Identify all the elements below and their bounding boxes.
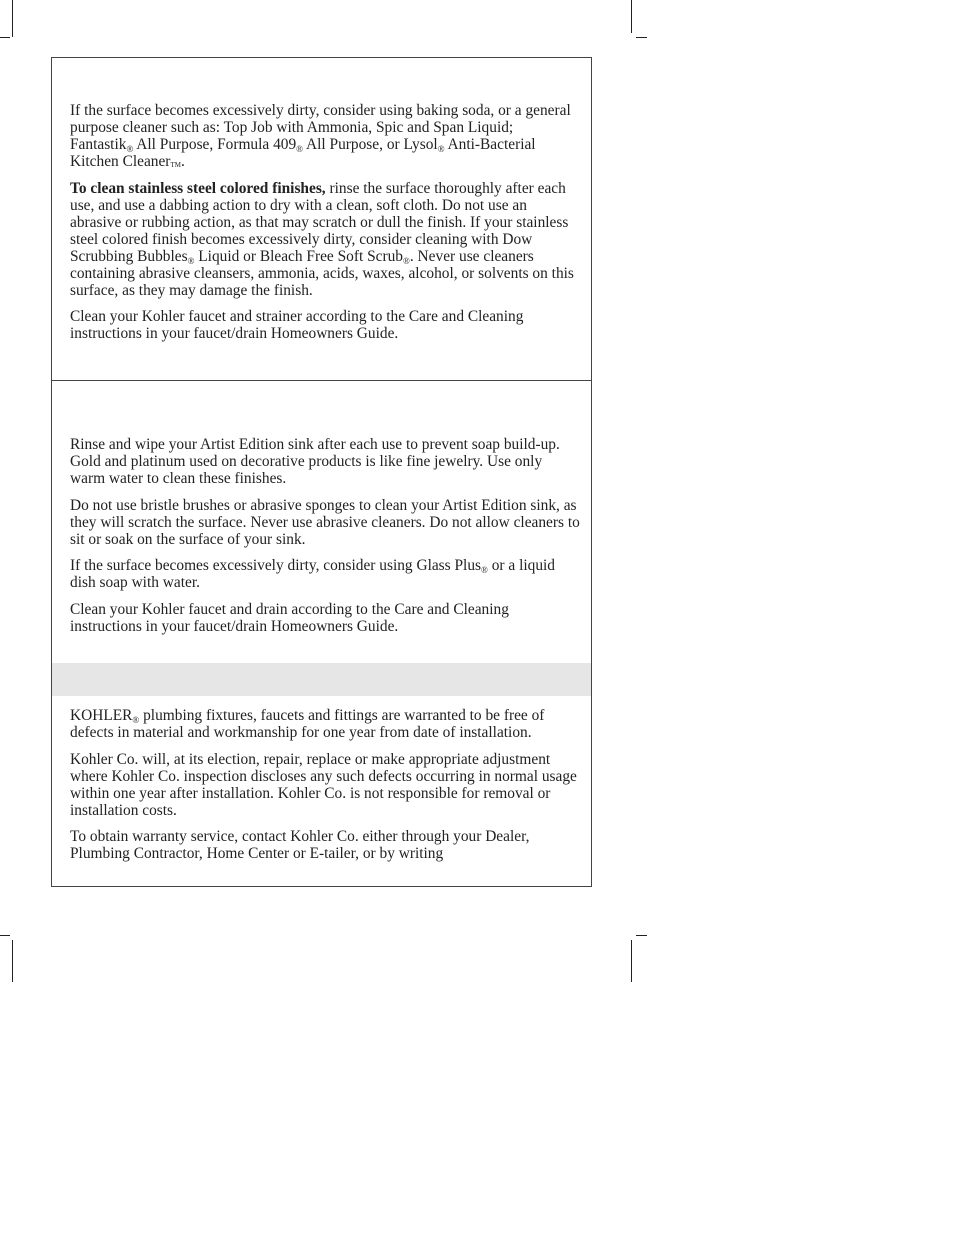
paragraph-faucet-strainer: Clean your Kohler faucet and strainer according to the Care and Cleaning instructions in your faucet/drain Homeowners Guide. [70, 308, 524, 342]
text-run: Liquid or Bleach Free Soft Scrub [194, 247, 404, 265]
crop-mark-bottom-left-vertical [12, 940, 13, 982]
section-cleaning-colored-finishes [52, 58, 591, 380]
crop-mark-top-left-horizontal [0, 37, 10, 38]
text-run: . Never use cleaners containing abrasive cleansers, ammonia, acids, waxes, alcohol, or solvents on this surface, as they may damage the finish. [70, 247, 574, 299]
section-2-text [70, 436, 580, 644]
text-run: Anti-Bacterial Kitchen Cleaner [70, 136, 536, 170]
section-1-text [70, 102, 580, 352]
registered-mark: ® [296, 144, 304, 154]
text-run: If the surface becomes excessively dirty, consider using baking soda, or a general purpose cleaner such as: Top Job with Ammonia, Spic and Span Liquid; Fantastik [70, 102, 571, 153]
section-artist-edition-care [52, 380, 591, 664]
text-run: KOHLER [70, 707, 133, 724]
trademark: TM [170, 161, 181, 169]
text-run: rinse the surface thoroughly after each use, and use a dabbing action to dry with a clean, soft cloth. Do not use an abrasive or rubbing action, as that may scratch or dull the finish. If your stainless steel colored finish becomes excessively dirty, consider cleaning with Dow Scrubbing Bubbles [70, 179, 569, 265]
registered-mark: ® [132, 715, 140, 725]
warranty-heading-band [52, 663, 591, 696]
crop-mark-bottom-right-horizontal [636, 935, 647, 936]
paragraph-glass-plus [70, 557, 580, 591]
section-3-text [70, 707, 580, 872]
text-run: If the surface becomes excessively dirty, consider using Glass Plus [70, 557, 482, 574]
text-run: All Purpose, Formula 409 [133, 136, 297, 153]
bold-lead-in: To clean stainless steel colored finishes, [70, 179, 326, 197]
crop-mark-top-right-horizontal [636, 37, 647, 38]
registered-mark: ® [437, 144, 445, 154]
crop-mark-bottom-left-horizontal [0, 935, 10, 936]
crop-mark-top-left-vertical [12, 0, 13, 37]
text-run: plumbing fixtures, faucets and fittings are warranted to be free of defects in material and workmanship for one year from date of installation. [70, 707, 545, 741]
registered-mark: ® [187, 255, 195, 266]
registered-mark: ® [126, 144, 134, 154]
paragraph-rinse-wipe: Rinse and wipe your Artist Edition sink after each use to prevent soap build-up. Gold and platinum used on decorative products is like fine jewelry. Use only warm water to clean these finishes. [70, 436, 560, 487]
text-run: . [180, 153, 185, 170]
paragraph-faucet-drain: Clean your Kohler faucet and drain according to the Care and Cleaning instructions in your faucet/drain Homeowners Guide. [70, 600, 509, 635]
text-run: All Purpose, or Lysol [303, 136, 438, 153]
section-warranty [52, 696, 591, 886]
crop-mark-top-right-vertical [631, 0, 632, 33]
text-run: or a liquid dish soap with water. [70, 557, 555, 591]
paragraph-warranty-service: To obtain warranty service, contact Kohler Co. either through your Dealer, Plumbing Contractor, Home Center or E-tailer, or by writing [70, 828, 530, 862]
paragraph-warranty-coverage [70, 707, 580, 741]
paragraph-warranty-remedy: Kohler Co. will, at its election, repair, replace or make appropriate adjustment where Kohler Co. inspection discloses any such defects occurring in normal usage within one year after installation. Kohler Co. is not responsible for removal or installation costs. [70, 750, 577, 819]
paragraph-no-bristle-brushes: Do not use bristle brushes or abrasive sponges to clean your Artist Edition sink, as they will scratch the surface. Never use abrasive cleaners. Do not allow cleaners to sit or soak on the surface of your sink. [70, 496, 580, 548]
registered-mark: ® [481, 565, 488, 575]
crop-mark-bottom-right-vertical [631, 940, 632, 982]
registered-mark: ® [403, 255, 410, 266]
care-cleaning-panel [51, 57, 592, 887]
paragraph-excessively-dirty [70, 102, 580, 170]
paragraph-stainless-steel [70, 180, 580, 299]
